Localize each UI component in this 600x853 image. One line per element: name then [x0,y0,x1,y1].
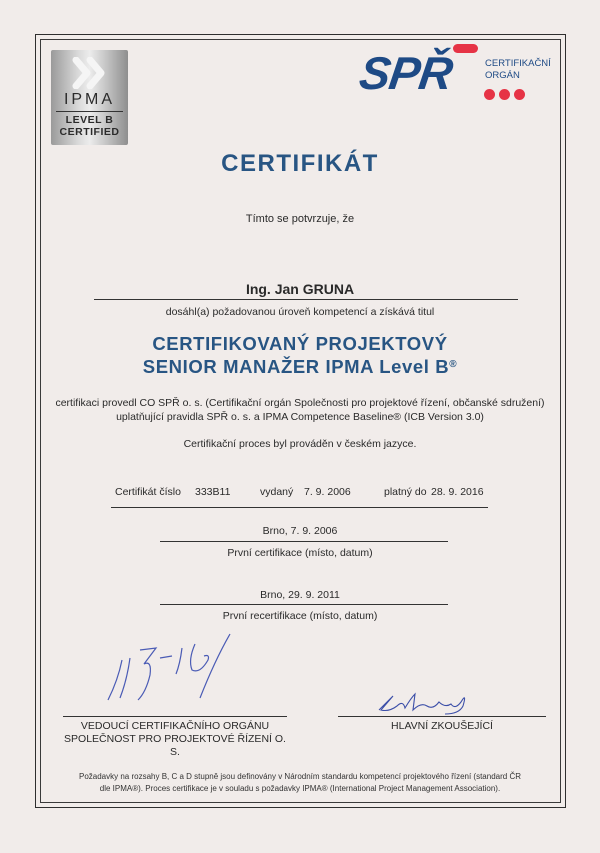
logo-red-bar [453,44,478,53]
logo-caption-line1: CERTIFIKAČNÍ [485,58,551,69]
process-language: Certifikační proces byl prováděn v českém jazyce. [183,438,417,450]
ipma-brand: IPMA [63,91,116,108]
certificate-title: CERTIFIKÁT [221,150,379,177]
badge-level-line1: LEVEL B [65,114,114,126]
cert-number: 333B11 [195,486,231,498]
badge-divider [56,111,123,112]
spr-certification-logo [356,44,560,104]
valid-label: platný do [384,486,427,498]
footnote-line1: Požadavky na rozsahy B, C a D stupně jsou definovány v Národním standardu kompetencí projektového řízení (standard ČR [78,772,521,781]
holder-underline [94,299,518,300]
issued-label: vydaný [260,486,294,498]
first-recertification-value: Brno, 29. 9. 2011 [260,589,340,601]
degree-title [0,333,600,377]
registered-mark: ® [449,359,458,370]
certification-body [0,396,600,424]
footnote [0,771,600,795]
confirmation-text: Tímto se potvrzuje, že [245,213,355,225]
badge-level-line2: CERTIFIED [59,126,120,138]
achievement-text: dosáhl(a) požadovanou úroveň kompetencí a získává titul [165,306,435,318]
degree-line1: CERTIFIKOVANÝ PROJEKTOVÝ [152,333,448,354]
holder-name: Ing. Jan GRUNA [245,281,355,297]
degree-line2-text: SENIOR MANAŽER IPMA Level B [142,356,450,377]
valid-until-date: 28. 9. 2016 [431,486,484,498]
left-signatory-title: VEDOUCÍ CERTIFIKAČNÍHO ORGÁNU [80,720,270,732]
footnote-line2: dle IPMA®). Proces certifikace je v souladu s požadavky IPMA® (International Project Management Association). [99,784,501,793]
right-signatory-caption: HLAVNÍ ZKOUŠEJÍCÍ [391,720,493,732]
cert-row-underline [111,507,488,508]
left-signature-icon [100,630,250,710]
first-certification-caption: První certifikace (místo, datum) [227,547,373,559]
cert-number-label: Certifikát číslo [115,486,181,498]
left-signature-line [63,716,287,717]
body-line2: uplatňující pravidla SPŘ o. s. a IPMA Competence Baseline® (ICB Version 3.0) [116,411,484,423]
right-signature-icon [375,688,475,718]
logo-caption-line2: ORGÁN [485,70,520,81]
left-signatory-caption [63,720,287,759]
badge-level [51,114,128,138]
first-recertification-caption: První recertifikace (místo, datum) [222,610,378,622]
right-signature-line [338,716,546,717]
first-certification-value: Brno, 7. 9. 2006 [262,525,338,537]
issued-date: 7. 9. 2006 [304,486,351,498]
degree-line2 [0,354,600,377]
first-certification-line [160,541,448,542]
left-signatory-org: SPOLEČNOST PRO PROJEKTOVÉ ŘÍZENÍ O. S. [64,733,286,758]
first-recertification-line [160,604,448,605]
ipma-level-b-badge [51,50,128,145]
logo-text: SPŘ [356,47,456,99]
double-chevron-icon [72,57,108,89]
body-line1: certifikaci provedl CO SPŘ o. s. (Certifikační orgán Společnosti pro projektové řízení, občanské sdružení) [55,397,545,409]
logo-caption [485,58,551,82]
logo-dots-icon [484,87,529,105]
